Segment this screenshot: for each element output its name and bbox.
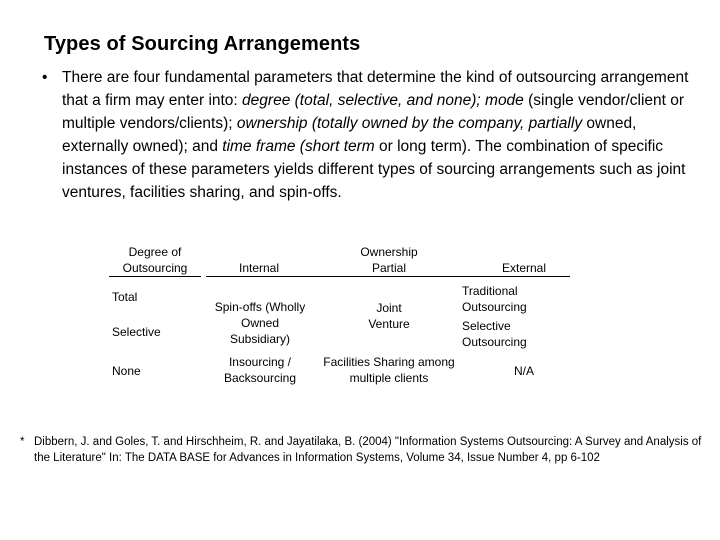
cell-joint-venture: Joint Venture (368, 301, 410, 331)
ownership-header: Ownership (360, 245, 418, 259)
cell-insourcing: Insourcing / Backsourcing (223, 355, 297, 385)
slide-title: Types of Sourcing Arrangements (44, 33, 361, 55)
footnote-symbol: * (20, 436, 25, 448)
cell-spinoffs: Spin-offs (Wholly Owned Subsidiary) (214, 300, 306, 346)
degree-header: Degree of Outsourcing (122, 245, 188, 275)
row-label-selective: Selective (112, 325, 161, 339)
cell-traditional-outsourcing: Traditional Outsourcing (462, 284, 527, 314)
header-rule (109, 276, 201, 277)
bullet-text (62, 66, 702, 204)
footnote-text: Dibbern, J. and Goles, T. and Hirschheim, R. and Jayatilaka, B. (2004) "Information Systems Outsourcing: A Survey and Analysis of the Literature" In: The DATA BASE for Advances in Information Systems, Volume 34, Issue Number 4, pp 6-102 (34, 436, 702, 464)
bullet-paragraph (42, 66, 702, 204)
bullet-text-part: owned, externally owned); and (62, 115, 637, 155)
sourcing-table (109, 242, 570, 388)
cell-facilities-sharing: Facilities Sharing among multiple clients (323, 355, 455, 385)
col-header-partial: Partial (371, 261, 406, 275)
header-rule (206, 276, 570, 277)
col-header-external: External (501, 261, 547, 275)
bullet-text-part: (single vendor/client or multiple vendors/clients); (62, 92, 685, 132)
col-header-internal: Internal (238, 261, 280, 275)
row-label-total: Total (112, 290, 138, 304)
bullet-text-part-italic: time frame (short term (222, 138, 375, 155)
footnote (20, 434, 710, 466)
bullet-symbol: • (42, 69, 48, 86)
bullet-text-part-italic: degree (total, selective, and none); mode (242, 92, 524, 109)
bullet-text-part-italic: ownership (totally owned by the company, partially (236, 115, 583, 132)
cell-na: N/A (513, 364, 534, 378)
row-label-none: None (112, 364, 141, 378)
bullet-text-part: or long term). The combination of specific instances of these parameters yields different types of sourcing arrangements such as joint ventures, facilities sharing, and spin-offs. (62, 138, 686, 201)
cell-selective-outsourcing: Selective Outsourcing (462, 319, 527, 349)
bullet-text-part: There are four fundamental parameters that determine the kind of outsourcing arrangement that a firm may enter into: (62, 69, 689, 109)
